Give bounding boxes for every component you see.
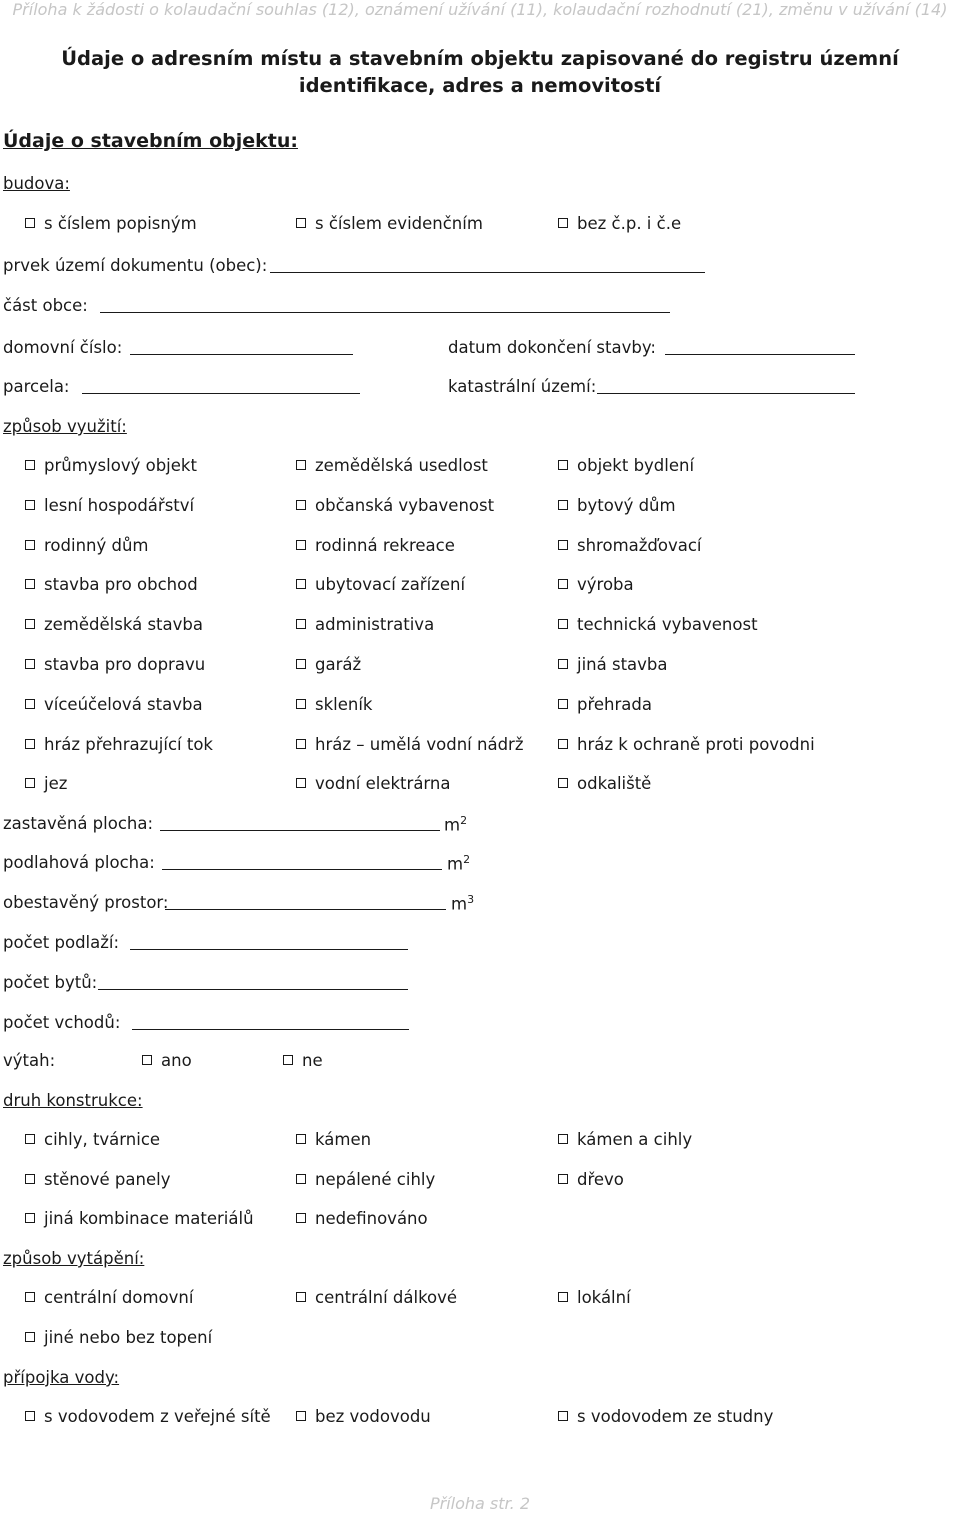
checkbox-option[interactable] xyxy=(558,496,676,515)
checkbox-icon xyxy=(296,1292,306,1302)
checkbox-option[interactable] xyxy=(25,575,198,594)
checkbox-label: cihly, tvárnice xyxy=(44,1130,161,1149)
checkbox-option[interactable] xyxy=(25,456,197,475)
checkbox-icon xyxy=(296,1174,306,1184)
checkbox-label: nedefinováno xyxy=(315,1209,428,1228)
prvek-field[interactable] xyxy=(270,271,705,273)
checkbox-label: bez vodovodu xyxy=(315,1407,431,1426)
checkbox-icon xyxy=(25,1213,35,1223)
checkbox-icon xyxy=(25,659,35,669)
checkbox-label: dřevo xyxy=(577,1169,624,1189)
checkbox-vytah-ano[interactable]: ano xyxy=(142,1051,192,1070)
checkbox-icon xyxy=(25,500,35,510)
checkbox-option[interactable] xyxy=(25,1130,160,1149)
zastavena-label: zastavěná plocha: xyxy=(3,814,154,833)
obestaveny-unit: $m^3$ xyxy=(451,893,475,914)
checkbox-icon xyxy=(558,659,568,669)
checkbox-icon xyxy=(558,1411,568,1421)
checkbox-label: kámen xyxy=(315,1130,372,1149)
checkbox-icon xyxy=(25,1134,35,1144)
checkbox-label: víceúčelová stavba xyxy=(44,694,203,714)
checkbox-icon xyxy=(558,1134,568,1144)
checkbox-label: hráz k ochraně proti povodni xyxy=(577,734,815,754)
cast-obce-label: část obce: xyxy=(3,296,88,315)
checkbox-icon xyxy=(558,1174,568,1184)
checkbox-option[interactable] xyxy=(296,615,434,634)
section-title: Údaje o stavebním objektu: xyxy=(3,130,298,152)
checkbox-budova-popisne[interactable]: s číslem popisným xyxy=(25,214,197,233)
checkbox-label: hráz – umělá vodní nádrž xyxy=(315,734,524,754)
checkbox-option[interactable] xyxy=(25,655,205,674)
checkbox-icon xyxy=(25,778,35,788)
checkbox-option[interactable] xyxy=(25,1288,193,1307)
checkbox-icon xyxy=(25,699,35,709)
checkbox-label: hráz přehrazující tok xyxy=(44,734,213,754)
checkbox-icon xyxy=(296,739,306,749)
zastavena-unit: $m^2$ xyxy=(444,814,468,835)
zpusob-vyuziti-label: způsob využití: xyxy=(3,417,127,436)
checkbox-budova-evidencni[interactable]: s číslem evidenčním xyxy=(296,214,483,233)
checkbox-label: stavba pro dopravu xyxy=(44,655,206,674)
checkbox-icon xyxy=(296,619,306,629)
checkbox-option[interactable] xyxy=(558,735,815,754)
checkbox-icon xyxy=(25,619,35,629)
checkbox-label: bytový dům xyxy=(577,495,676,515)
checkbox-label: administrativa xyxy=(315,615,435,635)
katastralni-field[interactable] xyxy=(597,392,855,394)
checkbox-icon xyxy=(558,460,568,470)
byty-field[interactable] xyxy=(98,988,408,990)
checkbox-label: s vodovodem z veřejné sítě xyxy=(44,1407,271,1426)
checkbox-icon xyxy=(558,540,568,550)
checkbox-label: stavba pro obchod xyxy=(44,575,198,595)
prvek-label: prvek území dokumentu (obec): xyxy=(3,256,268,275)
checkbox-option[interactable] xyxy=(558,575,634,594)
checkbox-label: výroba xyxy=(577,575,634,595)
checkbox-option[interactable] xyxy=(25,496,194,515)
checkbox-icon xyxy=(296,500,306,510)
cast-obce-field[interactable] xyxy=(100,311,670,313)
checkbox-option[interactable] xyxy=(296,1209,428,1228)
checkbox-icon xyxy=(558,778,568,788)
checkbox-option[interactable] xyxy=(558,615,758,634)
vytapeni-label: způsob vytápění: xyxy=(3,1249,145,1268)
datum-label: datum dokončení stavby: xyxy=(448,338,656,357)
document-title: Údaje o adresním místu a stavebním objektu zapisované do registru územní identifikace, adres a nemovitostí xyxy=(61,47,899,97)
checkbox-icon xyxy=(25,1174,35,1184)
checkbox-option[interactable] xyxy=(25,735,213,754)
checkbox-icon xyxy=(558,619,568,629)
podlahova-field[interactable] xyxy=(162,868,442,870)
checkbox-option[interactable] xyxy=(25,1407,271,1426)
domovni-cislo-field[interactable] xyxy=(130,353,353,355)
konstrukce-label: druh konstrukce: xyxy=(3,1091,143,1110)
checkbox-label: jiná stavba xyxy=(577,655,668,674)
checkbox-icon xyxy=(558,739,568,749)
checkbox-icon xyxy=(25,1292,35,1302)
checkbox-option[interactable] xyxy=(25,536,149,555)
checkbox-option[interactable] xyxy=(25,774,67,793)
checkbox-label: centrální domovní xyxy=(44,1288,194,1307)
obestaveny-label: obestavěný prostor: xyxy=(3,893,169,912)
checkbox-option[interactable] xyxy=(558,1407,773,1426)
checkbox-label: lokální xyxy=(577,1288,631,1307)
checkbox-option[interactable] xyxy=(558,774,651,793)
checkbox-label: centrální dálkové xyxy=(315,1288,458,1307)
checkbox-option[interactable] xyxy=(296,1130,371,1149)
checkbox-label: rodinný dům xyxy=(44,535,149,555)
checkbox-label: stěnové panely xyxy=(44,1169,171,1189)
checkbox-label: odkaliště xyxy=(577,774,652,794)
checkbox-label: občanská vybavenost xyxy=(315,495,495,515)
checkbox-option[interactable] xyxy=(25,1209,254,1228)
checkbox-option[interactable] xyxy=(558,1288,631,1307)
checkbox-label: shromažďovací xyxy=(577,535,702,555)
parcela-field[interactable] xyxy=(82,392,360,394)
domovni-cislo-label: domovní číslo: xyxy=(3,338,123,357)
checkbox-icon xyxy=(25,218,35,228)
zastavena-field[interactable] xyxy=(160,829,440,831)
checkbox-icon xyxy=(558,218,568,228)
podlazi-field[interactable] xyxy=(130,948,408,950)
checkbox-label: jiné nebo bez topení xyxy=(44,1327,213,1347)
podlazi-label: počet podlaží: xyxy=(3,933,120,952)
budova-label: budova: xyxy=(3,174,70,193)
podlahova-label: podlahová plocha: xyxy=(3,853,155,872)
checkbox-icon xyxy=(296,540,306,550)
checkbox-option[interactable] xyxy=(558,655,668,674)
checkbox-option[interactable] xyxy=(296,496,494,515)
checkbox-option[interactable] xyxy=(296,1407,431,1426)
checkbox-label: zemědělská usedlost xyxy=(315,456,488,475)
checkbox-icon xyxy=(142,1055,152,1065)
checkbox-icon xyxy=(25,579,35,589)
checkbox-option[interactable] xyxy=(25,695,203,714)
checkbox-icon xyxy=(296,699,306,709)
checkbox-icon xyxy=(25,1332,35,1342)
checkbox-option[interactable] xyxy=(296,456,488,475)
checkbox-label: průmyslový objekt xyxy=(44,456,197,475)
checkbox-option[interactable] xyxy=(296,1288,457,1307)
vytah-label: výtah: xyxy=(3,1051,56,1070)
checkbox-option[interactable] xyxy=(296,1170,435,1189)
checkbox-icon xyxy=(558,579,568,589)
checkbox-icon xyxy=(25,1411,35,1421)
checkbox-option[interactable] xyxy=(558,695,652,714)
checkbox-icon xyxy=(296,1134,306,1144)
checkbox-label: nepálené cihly xyxy=(315,1169,436,1189)
obestaveny-field[interactable] xyxy=(165,908,446,910)
checkbox-icon xyxy=(296,460,306,470)
checkbox-option[interactable] xyxy=(296,774,451,793)
checkbox-icon xyxy=(296,218,306,228)
checkbox-icon xyxy=(296,659,306,669)
checkbox-option[interactable] xyxy=(25,615,203,634)
checkbox-label: garáž xyxy=(315,655,362,674)
byty-label: počet bytů: xyxy=(3,973,98,992)
checkbox-label: zemědělská stavba xyxy=(44,615,203,635)
datum-field[interactable] xyxy=(665,353,855,355)
checkbox-label: jiná kombinace materiálů xyxy=(44,1209,254,1228)
voda-label: přípojka vody: xyxy=(3,1368,120,1387)
checkbox-label: objekt bydlení xyxy=(577,456,695,475)
checkbox-option[interactable] xyxy=(296,695,372,714)
checkbox-label: skleník xyxy=(315,694,373,714)
checkbox-icon xyxy=(25,460,35,470)
checkbox-label: s vodovodem ze studny xyxy=(577,1407,774,1426)
checkbox-label: lesní hospodářství xyxy=(44,495,195,515)
parcela-label: parcela: xyxy=(3,377,70,396)
checkbox-icon xyxy=(296,1213,306,1223)
podlahova-unit: $m^2$ xyxy=(447,853,471,874)
checkbox-option[interactable] xyxy=(296,655,361,674)
checkbox-label: rodinná rekreace xyxy=(315,535,455,555)
checkbox-label: přehrada xyxy=(577,694,652,714)
checkbox-label: kámen a cihly xyxy=(577,1130,693,1149)
checkbox-icon xyxy=(558,500,568,510)
page-footer: Příloha str. 2 xyxy=(429,1494,530,1513)
checkbox-icon xyxy=(558,699,568,709)
checkbox-budova-bez[interactable]: bez č.p. i č.e xyxy=(558,214,681,233)
checkbox-icon xyxy=(25,739,35,749)
checkbox-icon xyxy=(296,579,306,589)
checkbox-icon xyxy=(283,1055,293,1065)
checkbox-vytah-ne[interactable]: ne xyxy=(283,1051,323,1070)
checkbox-icon xyxy=(296,778,306,788)
checkbox-icon xyxy=(558,1292,568,1302)
checkbox-label: jez xyxy=(44,774,68,794)
checkbox-option[interactable] xyxy=(558,1130,692,1149)
checkbox-option[interactable] xyxy=(296,735,523,754)
checkbox-label: technická vybavenost xyxy=(577,615,758,635)
page-header: Příloha k žádosti o kolaudační souhlas (12), oznámení užívání (11), kolaudační rozhodnutí (21), změnu v užívání (14) xyxy=(12,0,948,19)
checkbox-label: ubytovací zařízení xyxy=(315,575,466,595)
checkbox-icon xyxy=(25,540,35,550)
vchody-label: počet vchodů: xyxy=(3,1013,121,1032)
checkbox-option[interactable] xyxy=(25,1170,170,1189)
checkbox-option[interactable] xyxy=(25,1328,212,1347)
checkbox-option[interactable] xyxy=(296,536,455,555)
checkbox-label: vodní elektrárna xyxy=(315,774,451,794)
katastralni-label: katastrální území: xyxy=(448,377,597,396)
checkbox-option[interactable] xyxy=(558,1170,624,1189)
checkbox-option[interactable] xyxy=(558,536,702,555)
checkbox-icon xyxy=(296,1411,306,1421)
checkbox-option[interactable] xyxy=(296,575,465,594)
vchody-field[interactable] xyxy=(132,1028,409,1030)
checkbox-option[interactable] xyxy=(558,456,694,475)
